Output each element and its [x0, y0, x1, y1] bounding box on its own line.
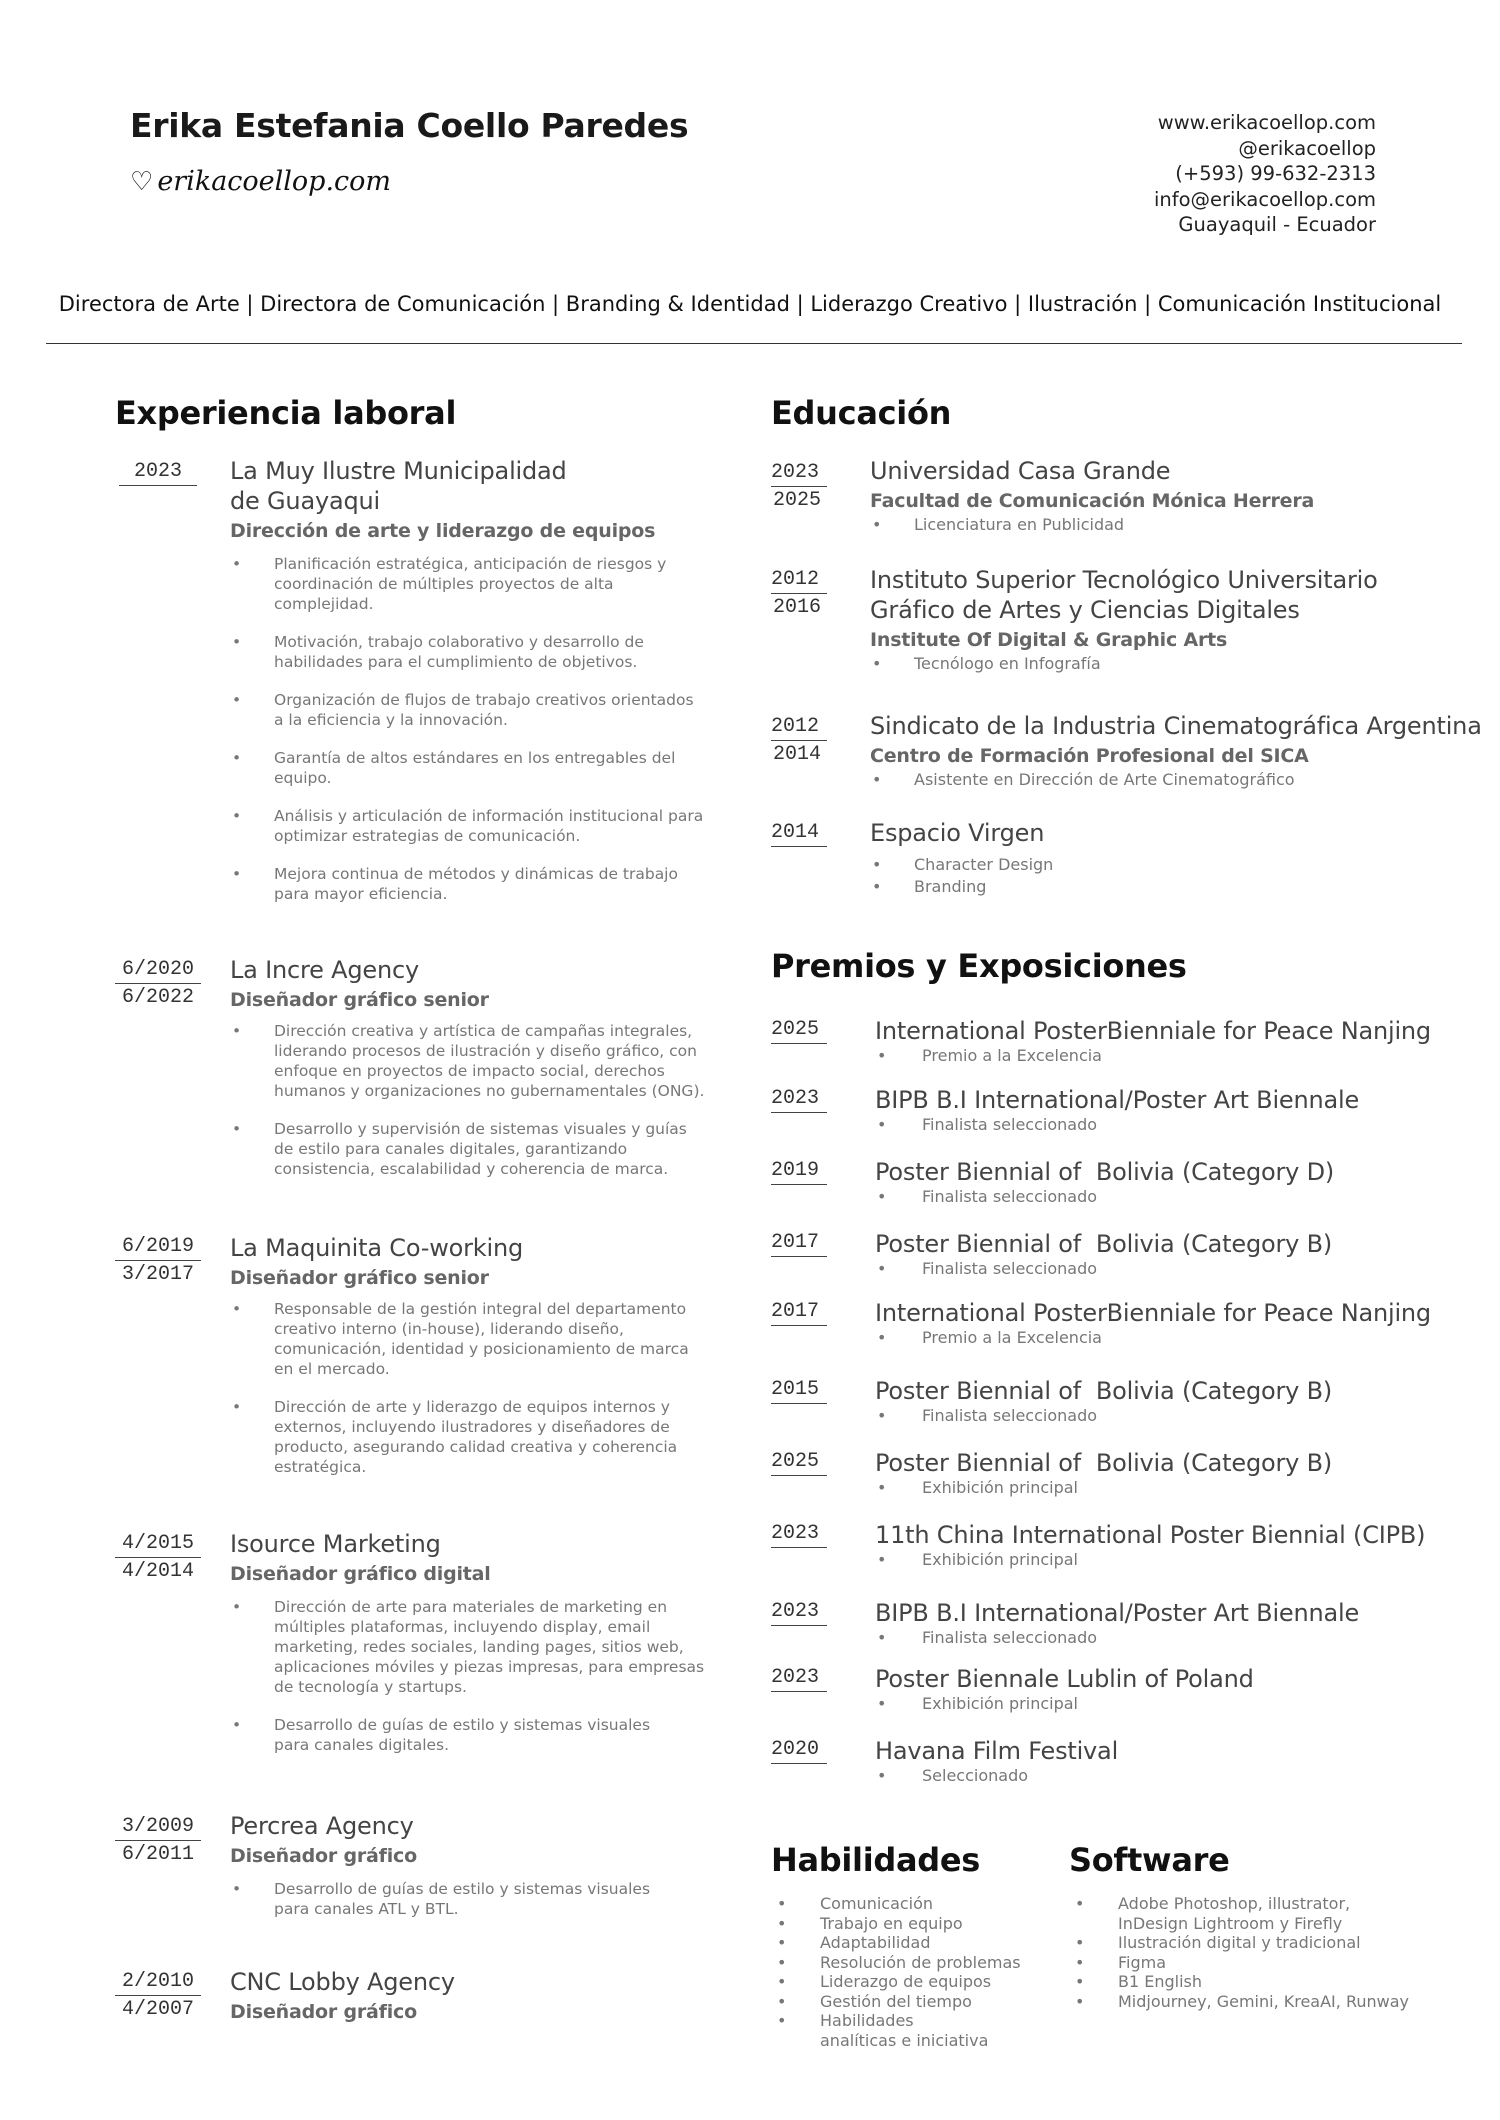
- award-entry: [875, 1598, 1475, 1649]
- tagline: Directora de Arte | Directora de Comunicación | Branding & Identidad | Liderazgo Creativo | Ilustración | Comunicación Institucional: [58, 292, 1442, 316]
- award-title: Poster Biennial of Bolivia (Category B): [875, 1377, 1333, 1405]
- experience-role: Dirección de arte y liderazgo de equipos: [230, 520, 656, 542]
- education-institution: Espacio Virgen: [870, 819, 1045, 847]
- list-item: • Exhibición principal: [875, 1693, 1475, 1715]
- award-title: Havana Film Festival: [875, 1737, 1119, 1765]
- list-item: • Midjourney, Gemini, KreaAI, Runway: [1073, 1992, 1433, 2012]
- award-date: 2023: [771, 1087, 827, 1113]
- list-item: • Asistente en Dirección de Arte Cinematográfico: [870, 769, 1470, 791]
- list-item: • Dirección creativa y artística de campañas integrales, liderando procesos de ilustración y diseño gráfico, con enfoque en proyectos de impacto social, derechos humanos y organizaciones no gubernamentales (ONG).: [230, 1021, 720, 1101]
- education-entry: [870, 818, 1470, 898]
- award-date: 2025: [771, 1018, 827, 1044]
- list-item: • Mejora continua de métodos y dinámicas de trabajo para mayor eficiencia.: [230, 864, 694, 904]
- contact-email[interactable]: info@erikacoellop.com: [1153, 187, 1376, 211]
- list-item: • Licenciatura en Publicidad: [870, 514, 1470, 536]
- list-item: • Finalista seleccionado: [875, 1114, 1475, 1136]
- list-item: • Organización de flujos de trabajo creativos orientados a la eficiencia y la innovación.: [230, 690, 704, 730]
- award-entry: [875, 1448, 1475, 1499]
- award-date: 2020: [771, 1738, 827, 1764]
- experience-date: 6/2019 3/2017: [115, 1235, 201, 1286]
- list-item: • Análisis y articulación de información institucional para optimizar estrategias de comunicación.: [230, 806, 714, 846]
- award-date: 2023: [771, 1666, 827, 1692]
- award-date: 2019: [771, 1159, 827, 1185]
- list-item: • Finalista seleccionado: [875, 1186, 1475, 1208]
- experience-company: Percrea Agency: [230, 1812, 414, 1840]
- education-date: 2014: [771, 821, 827, 847]
- award-title: BIPB B.I International/Poster Art Biennale: [875, 1086, 1360, 1114]
- experience-entry: [230, 1811, 720, 1919]
- award-title: Poster Biennial of Bolivia (Category D): [875, 1158, 1335, 1186]
- awards-heading: Premios y Exposiciones: [771, 947, 1187, 985]
- list-item: • Finalista seleccionado: [875, 1627, 1475, 1649]
- list-item: • Desarrollo de guías de estilo y sistemas visuales para canales digitales.: [230, 1715, 674, 1755]
- list-item: • Planificación estratégica, anticipación de riesgos y coordinación de múltiples proyectos de alta complejidad.: [230, 554, 684, 614]
- experience-entry: [230, 955, 720, 1179]
- list-item: • Premio a la Excelencia: [875, 1045, 1475, 1067]
- list-item: • Exhibición principal: [875, 1477, 1475, 1499]
- contact-location: Guayaquil - Ecuador: [1178, 213, 1376, 236]
- award-date: 2025: [771, 1450, 827, 1476]
- award-title: International PosterBienniale for Peace Nanjing: [875, 1017, 1431, 1045]
- experience-date: 6/2020 6/2022: [115, 958, 201, 1009]
- list-item: • Finalista seleccionado: [875, 1258, 1475, 1280]
- award-entry: [875, 1736, 1475, 1787]
- award-date: 2017: [771, 1231, 827, 1257]
- experience-date: 2023: [119, 460, 197, 486]
- experience-role: Diseñador gráfico senior: [230, 1267, 489, 1289]
- award-entry: [875, 1016, 1475, 1067]
- list-item: • Figma: [1073, 1953, 1433, 1973]
- award-title: Poster Biennale Lublin of Poland: [875, 1665, 1254, 1693]
- education-heading: Educación: [771, 394, 952, 432]
- list-item: • Exhibición principal: [875, 1549, 1475, 1571]
- skills-list: [775, 1894, 1065, 2050]
- software-list: [1073, 1894, 1433, 2011]
- list-item: • Dirección de arte y liderazgo de equipos internos y externos, incluyendo ilustradores y diseñadores de producto, asegurando calidad creativa y coherencia estratégica.: [230, 1397, 704, 1477]
- experience-entry: [230, 1529, 720, 1755]
- heart-icon: ♡: [130, 167, 154, 197]
- award-title: International PosterBienniale for Peace Nanjing: [875, 1299, 1431, 1327]
- award-title: 11th China International Poster Biennial (CIPB): [875, 1521, 1426, 1549]
- education-entry: [870, 711, 1482, 791]
- contact-social[interactable]: @erikacoellop: [1238, 136, 1376, 160]
- list-item: • Desarrollo y supervisión de sistemas visuales y guías de estilo para canales digitales, garantizando consistencia, escalabilidad y coherencia de marca.: [230, 1119, 694, 1179]
- list-item: • Premio a la Excelencia: [875, 1327, 1475, 1349]
- experience-date: 4/2015 4/2014: [115, 1532, 201, 1583]
- award-entry: [875, 1664, 1475, 1715]
- skills-heading: Habilidades: [771, 1841, 981, 1879]
- experience-company-line2: de Guayaqui: [230, 487, 380, 515]
- list-item: • Branding: [870, 876, 1470, 898]
- signature-handle: [130, 166, 391, 197]
- experience-role: Diseñador gráfico digital: [230, 1563, 491, 1585]
- list-item: • Adaptabilidad: [775, 1933, 1065, 1953]
- list-item: • Seleccionado: [875, 1765, 1475, 1787]
- award-date: 2023: [771, 1600, 827, 1626]
- list-item: • Dirección de arte para materiales de marketing en múltiples plataformas, incluyendo display, email marketing, redes sociales, landing pages, sitios web, aplicaciones móviles y piezas impresas, para empresas de tecnología y startups.: [230, 1597, 714, 1697]
- contact-phone: (+593) 99-632-2313: [1175, 162, 1376, 185]
- education-faculty: Centro de Formación Profesional del SICA: [870, 745, 1309, 767]
- list-item: • Motivación, trabajo colaborativo y desarrollo de habilidades para el cumplimiento de objetivos.: [230, 632, 684, 672]
- education-date: 2012 2016: [771, 568, 827, 619]
- award-date: 2017: [771, 1300, 827, 1326]
- list-item: • Ilustración digital y tradicional: [1073, 1933, 1433, 1953]
- list-item: • Resolución de problemas: [775, 1953, 1065, 1973]
- education-entry: [870, 456, 1470, 536]
- education-institution: Instituto Superior Tecnológico Universitario: [870, 566, 1378, 594]
- education-institution: Universidad Casa Grande: [870, 457, 1171, 485]
- award-title: Poster Biennial of Bolivia (Category B): [875, 1230, 1333, 1258]
- list-item: • Liderazgo de equipos: [775, 1972, 1065, 1992]
- education-entry: [870, 565, 1470, 675]
- list-item: • Trabajo en equipo: [775, 1914, 1065, 1934]
- software-heading: Software: [1069, 1841, 1230, 1879]
- education-institution: Sindicato de la Industria Cinematográfica Argentina: [870, 712, 1482, 740]
- experience-role: Diseñador gráfico: [230, 2001, 417, 2023]
- contact-block: [1154, 110, 1376, 238]
- list-item: • Gestión del tiempo: [775, 1992, 1065, 2012]
- experience-role: Diseñador gráfico: [230, 1845, 417, 1867]
- list-item: • B1 English: [1073, 1972, 1433, 1992]
- award-title: Poster Biennial of Bolivia (Category B): [875, 1449, 1333, 1477]
- resume-name: Erika Estefania Coello Paredes: [130, 106, 689, 145]
- experience-company: CNC Lobby Agency: [230, 1968, 455, 1996]
- education-institution-line2: Gráfico de Artes y Ciencias Digitales: [870, 596, 1300, 624]
- experience-company: La Maquinita Co-working: [230, 1234, 523, 1262]
- award-title: BIPB B.I International/Poster Art Biennale: [875, 1599, 1360, 1627]
- list-item: • Desarrollo de guías de estilo y sistemas visuales para canales ATL y BTL.: [230, 1879, 674, 1919]
- list-item: • Tecnólogo en Infografía: [870, 653, 1470, 675]
- handle-text: erikacoellop.com: [157, 166, 392, 197]
- list-item: • Finalista seleccionado: [875, 1405, 1475, 1427]
- experience-company: La Incre Agency: [230, 956, 419, 984]
- award-entry: [875, 1085, 1475, 1136]
- award-entry: [875, 1157, 1475, 1208]
- education-faculty: Facultad de Comunicación Mónica Herrera: [870, 490, 1315, 512]
- list-item: • Responsable de la gestión integral del departamento creativo interno (in-house), liderando diseño, comunicación, identidad y posicionamiento de marca en el mercado.: [230, 1299, 704, 1379]
- award-entry: [875, 1229, 1475, 1280]
- award-date: 2023: [771, 1522, 827, 1548]
- education-date: 2012 2014: [771, 715, 827, 766]
- experience-date: 2/2010 4/2007: [115, 1970, 201, 2021]
- contact-website[interactable]: www.erikacoellop.com: [1157, 111, 1376, 134]
- experience-date: 3/2009 6/2011: [115, 1815, 201, 1866]
- list-item: • Adobe Photoshop, illustrator, InDesign Lightroom y Firefly: [1073, 1894, 1418, 1933]
- award-entry: [875, 1520, 1475, 1571]
- experience-entry: [230, 1967, 720, 2023]
- experience-entry: [230, 1233, 720, 1477]
- experience-company: La Muy Ilustre Municipalidad: [230, 457, 567, 485]
- list-item: • Garantía de altos estándares en los entregables del equipo.: [230, 748, 684, 788]
- list-item: • Character Design: [870, 854, 1470, 876]
- award-date: 2015: [771, 1378, 827, 1404]
- experience-role: Diseñador gráfico senior: [230, 989, 489, 1011]
- experience-heading: Experiencia laboral: [115, 394, 457, 432]
- header-divider: [46, 343, 1462, 344]
- award-entry: [875, 1298, 1475, 1349]
- experience-entry: [230, 456, 720, 904]
- education-faculty: Institute Of Digital & Graphic Arts: [870, 629, 1228, 651]
- list-item: • Habilidades analíticas e iniciativa: [775, 2011, 990, 2050]
- experience-company: Isource Marketing: [230, 1530, 441, 1558]
- list-item: • Comunicación: [775, 1894, 1065, 1914]
- award-entry: [875, 1376, 1475, 1427]
- education-date: 2023 2025: [771, 461, 827, 512]
